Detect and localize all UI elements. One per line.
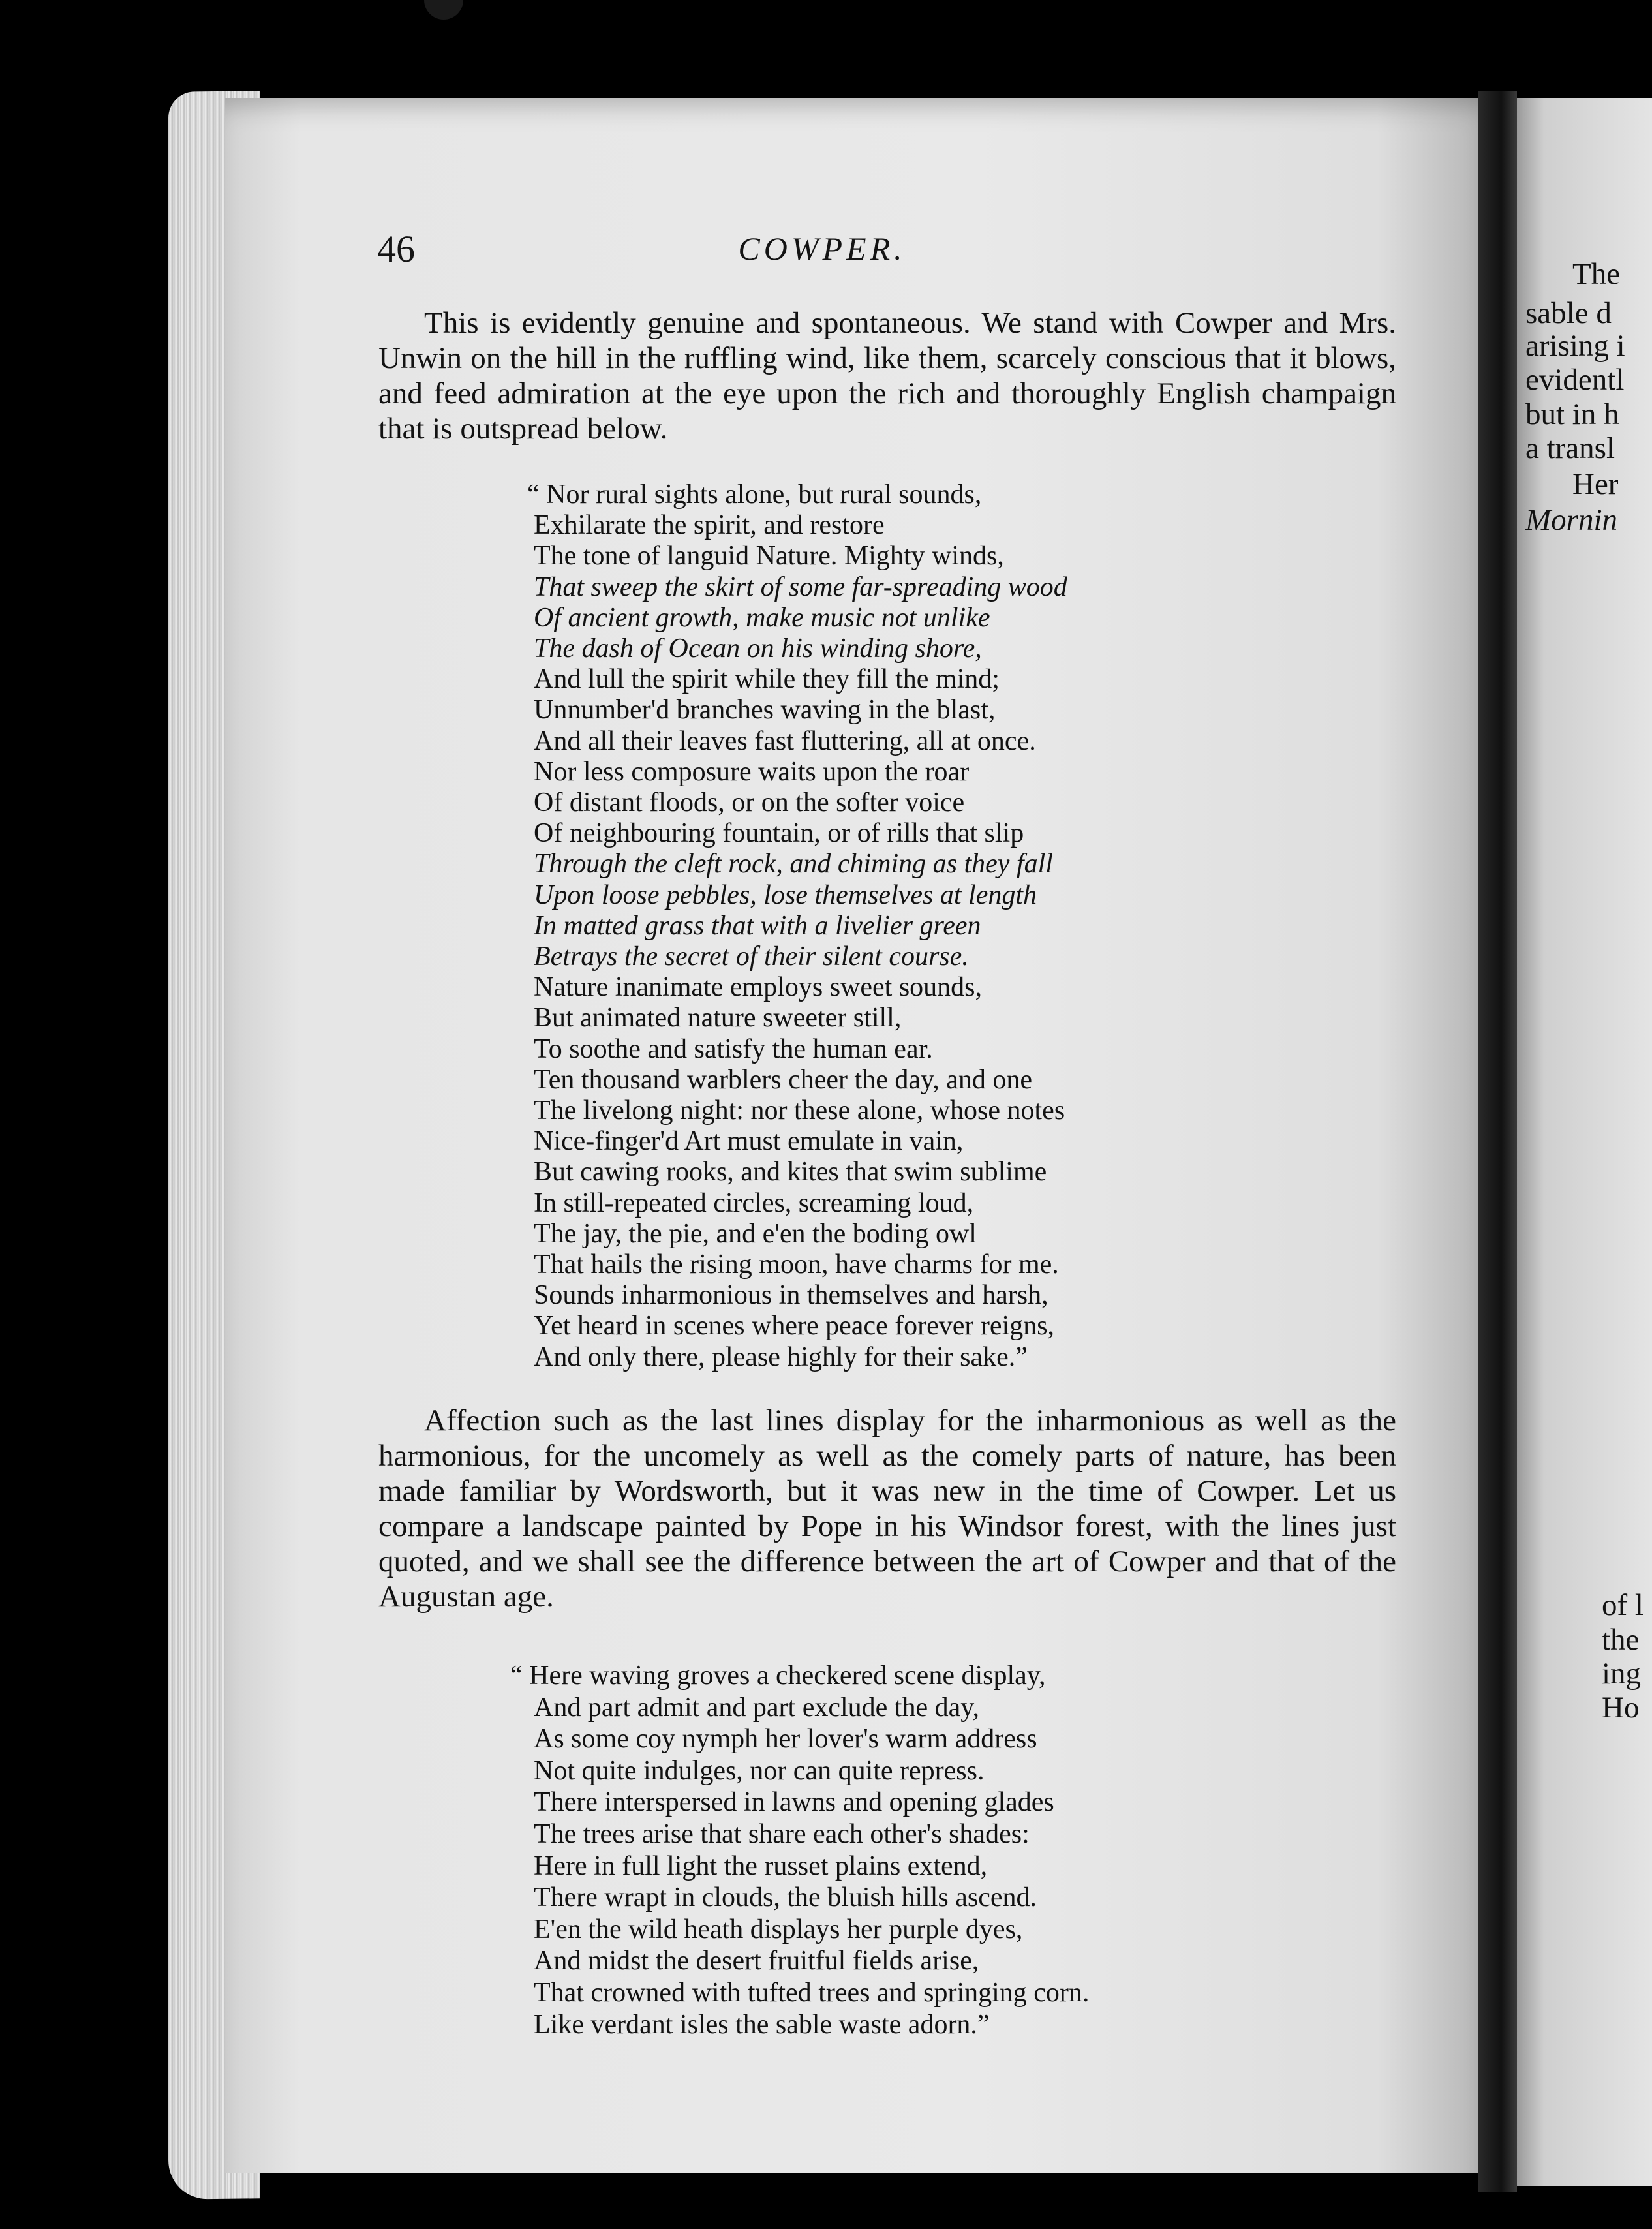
facing-page-line: evidentl: [1525, 363, 1625, 397]
body-paragraph: Affection such as the last lines display for the inharmonious as well as the harmonious, for the uncomely as well as the comely parts of nature, has been made familiar by Wordsworth, but it was new in the time of Cowper. Let us compare a landscape painted by Pope in his Windsor forest, with the lines just quoted, and we shall see the difference between the art of Cowper and that of the Augustan age.: [378, 1404, 1396, 1614]
poem-line: The trees arise that share each other's shades:: [534, 1819, 1030, 1849]
poem-line: That crowned with tufted trees and springing corn.: [534, 1977, 1090, 2008]
page-number: 46: [377, 228, 415, 270]
poem-line: Of neighbouring fountain, or of rills that slip: [534, 818, 1024, 849]
poem-line: But animated nature sweeter still,: [534, 1003, 902, 1034]
poem-line: Through the cleft rock, and chiming as they fall: [534, 849, 1053, 880]
poem-line: “ Nor rural sights alone, but rural sounds,: [527, 480, 982, 510]
poem-line: Not quite indulges, nor can quite repress.: [534, 1755, 985, 1786]
poem-line: The tone of languid Nature. Mighty winds,: [534, 541, 1004, 572]
poem-line: There interspersed in lawns and opening glades: [534, 1787, 1054, 1818]
poem-line: Ten thousand warblers cheer the day, and one: [534, 1064, 1033, 1095]
facing-page-line: sable d: [1525, 296, 1612, 330]
poem-line: And all their leaves fast fluttering, all at once.: [534, 726, 1036, 756]
facing-page-line: but in h: [1525, 397, 1619, 431]
poem-line: And part admit and part exclude the day,: [534, 1692, 980, 1723]
poem-line: Yet heard in scenes where peace forever reigns,: [534, 1311, 1055, 1342]
running-head: COWPER.: [738, 230, 906, 267]
poem-line: And midst the desert fruitful fields arise,: [534, 1946, 979, 1976]
poem-line: Sounds inharmonious in themselves and harsh,: [534, 1280, 1048, 1311]
scan-artifact: [424, 0, 463, 20]
poem-line: Like verdant isles the sable waste adorn.”: [534, 2009, 990, 2040]
facing-page-line: Her: [1572, 467, 1619, 501]
poem-line: Nature inanimate employs sweet sounds,: [534, 972, 983, 1003]
poem-line: Here in full light the russet plains extend,: [534, 1851, 988, 1881]
facing-page-line: ing: [1602, 1657, 1642, 1691]
facing-page-line: The: [1572, 257, 1621, 291]
poem-line: The livelong night: nor these alone, whose notes: [534, 1096, 1065, 1126]
facing-page-line: Mornin: [1525, 503, 1617, 537]
poem-line: Upon loose pebbles, lose themselves at length: [534, 880, 1037, 910]
facing-page-line: arising i: [1525, 329, 1625, 363]
poem-line: Unnumber'd branches waving in the blast,: [534, 695, 996, 726]
poem-line: And only there, please highly for their sake.”: [534, 1342, 1028, 1372]
poem-line: The dash of Ocean on his winding shore,: [534, 634, 982, 664]
body-paragraph: This is evidently genuine and spontaneous. We stand with Cowper and Mrs. Unwin on the hill in the ruffling wind, like them, scarcely conscious that it blows, and feed admiration at the eye upon the rich and thoroughly English champaign that is outspread below.: [378, 306, 1396, 446]
poem-line: Exhilarate the spirit, and restore: [534, 510, 885, 541]
poem-line: As some coy nymph her lover's warm address: [534, 1724, 1037, 1755]
poem-quotation-pope: [510, 1660, 1090, 2040]
poem-line: But cawing rooks, and kites that swim sublime: [534, 1157, 1047, 1188]
poem-line: Betrays the secret of their silent course.: [534, 942, 969, 972]
poem-line: To soothe and satisfy the human ear.: [534, 1034, 933, 1064]
book-gutter: [1478, 91, 1517, 2192]
facing-page-line: of l: [1602, 1588, 1644, 1622]
poem-line: Of ancient growth, make music not unlike: [534, 602, 990, 633]
poem-quotation-cowper: [527, 480, 1067, 1373]
poem-line: “ Here waving groves a checkered scene display,: [510, 1661, 1046, 1691]
facing-page-line: Ho: [1602, 1691, 1640, 1725]
poem-line: E'en the wild heath displays her purple dyes,: [534, 1914, 1023, 1945]
poem-line: In matted grass that with a livelier green: [534, 910, 981, 941]
poem-line: And lull the spirit while they fill the mind;: [534, 664, 1000, 695]
poem-line: Of distant floods, or on the softer voice: [534, 788, 965, 818]
poem-line: There wrapt in clouds, the bluish hills ascend.: [534, 1883, 1037, 1913]
facing-page-line: a transl: [1525, 431, 1615, 465]
poem-line: Nice-finger'd Art must emulate in vain,: [534, 1126, 964, 1157]
poem-line: The jay, the pie, and e'en the boding owl: [534, 1218, 977, 1249]
facing-page-line: the: [1602, 1623, 1640, 1657]
poem-line: That hails the rising moon, have charms for me.: [534, 1250, 1059, 1280]
poem-line: Nor less composure waits upon the roar: [534, 756, 970, 787]
poem-line: That sweep the skirt of some far-spreading wood: [534, 572, 1067, 602]
poem-line: In still-repeated circles, screaming loud,: [534, 1188, 974, 1218]
